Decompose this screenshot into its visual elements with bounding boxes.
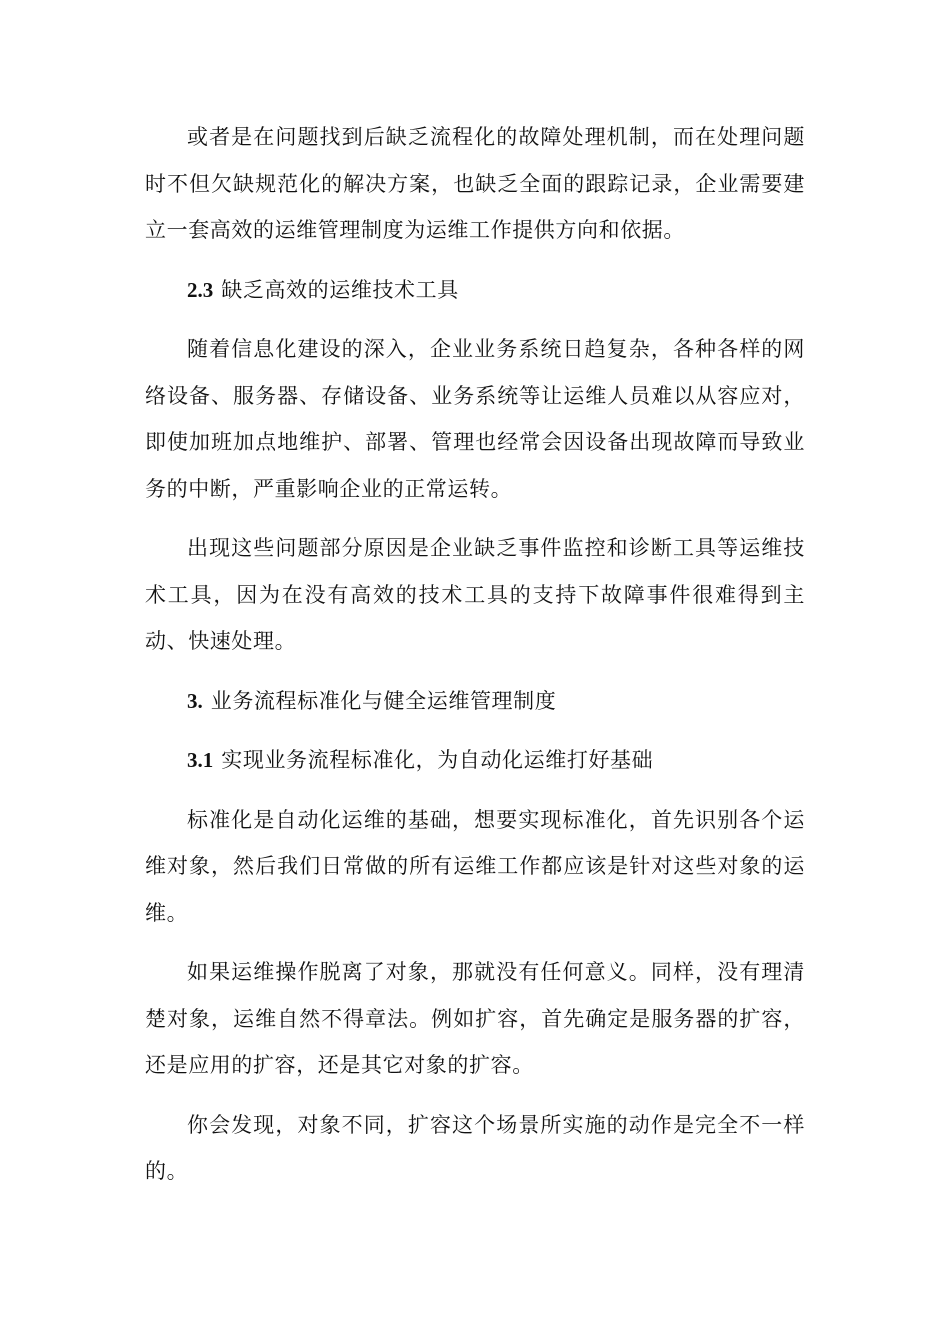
section-heading-3-1 (145, 737, 805, 784)
section-title: 业务流程标准化与健全运维管理制度 (210, 688, 557, 713)
paragraph-standardization: 标准化是自动化运维的基础，想要实现标准化，首先识别各个运维对象，然后我们日常做的所有运维工作都应该是针对这些对象的运维。 (145, 807, 805, 925)
paragraph-scaling-actions: 你会发现，对象不同，扩容这个场景所实施的动作是完全不一样的。 (145, 1112, 805, 1183)
section-number: 3.1 (187, 748, 214, 772)
paragraph-complex-systems: 随着信息化建设的深入，企业业务系统日趋复杂，各种各样的网络设备、服务器、存储设备、业务系统等让运维人员难以从容应对，即使加班加点地维护、部署、管理也经常会因设备出现故障而导致业务的中断，严重影响企业的正常运转。 (145, 337, 805, 501)
paragraph-operation-objects: 如果运维操作脱离了对象，那就没有任何意义。同样，没有理清楚对象，运维自然不得章法。例如扩容，首先确定是服务器的扩容，还是应用的扩容，还是其它对象的扩容。 (145, 960, 805, 1077)
section-title: 实现业务流程标准化，为自动化运维打好基础 (221, 748, 654, 772)
section-heading-2-3 (145, 267, 805, 314)
document-page (145, 114, 805, 1195)
paragraph-tool-shortage: 出现这些问题部分原因是企业缺乏事件监控和诊断工具等运维技术工具，因为在没有高效的技术工具的支持下故障事件很难得到主动、快速处理。 (145, 536, 805, 653)
paragraph-fault-handling: 或者是在问题找到后缺乏流程化的故障处理机制，而在处理问题时不但欠缺规范化的解决方案，也缺乏全面的跟踪记录，企业需要建立一套高效的运维管理制度为运维工作提供方向和依据。 (145, 125, 805, 242)
section-heading-3 (145, 678, 805, 725)
section-title: 缺乏高效的运维技术工具 (221, 277, 459, 302)
section-number: 3. (187, 688, 203, 713)
section-number: 2.3 (187, 277, 214, 302)
